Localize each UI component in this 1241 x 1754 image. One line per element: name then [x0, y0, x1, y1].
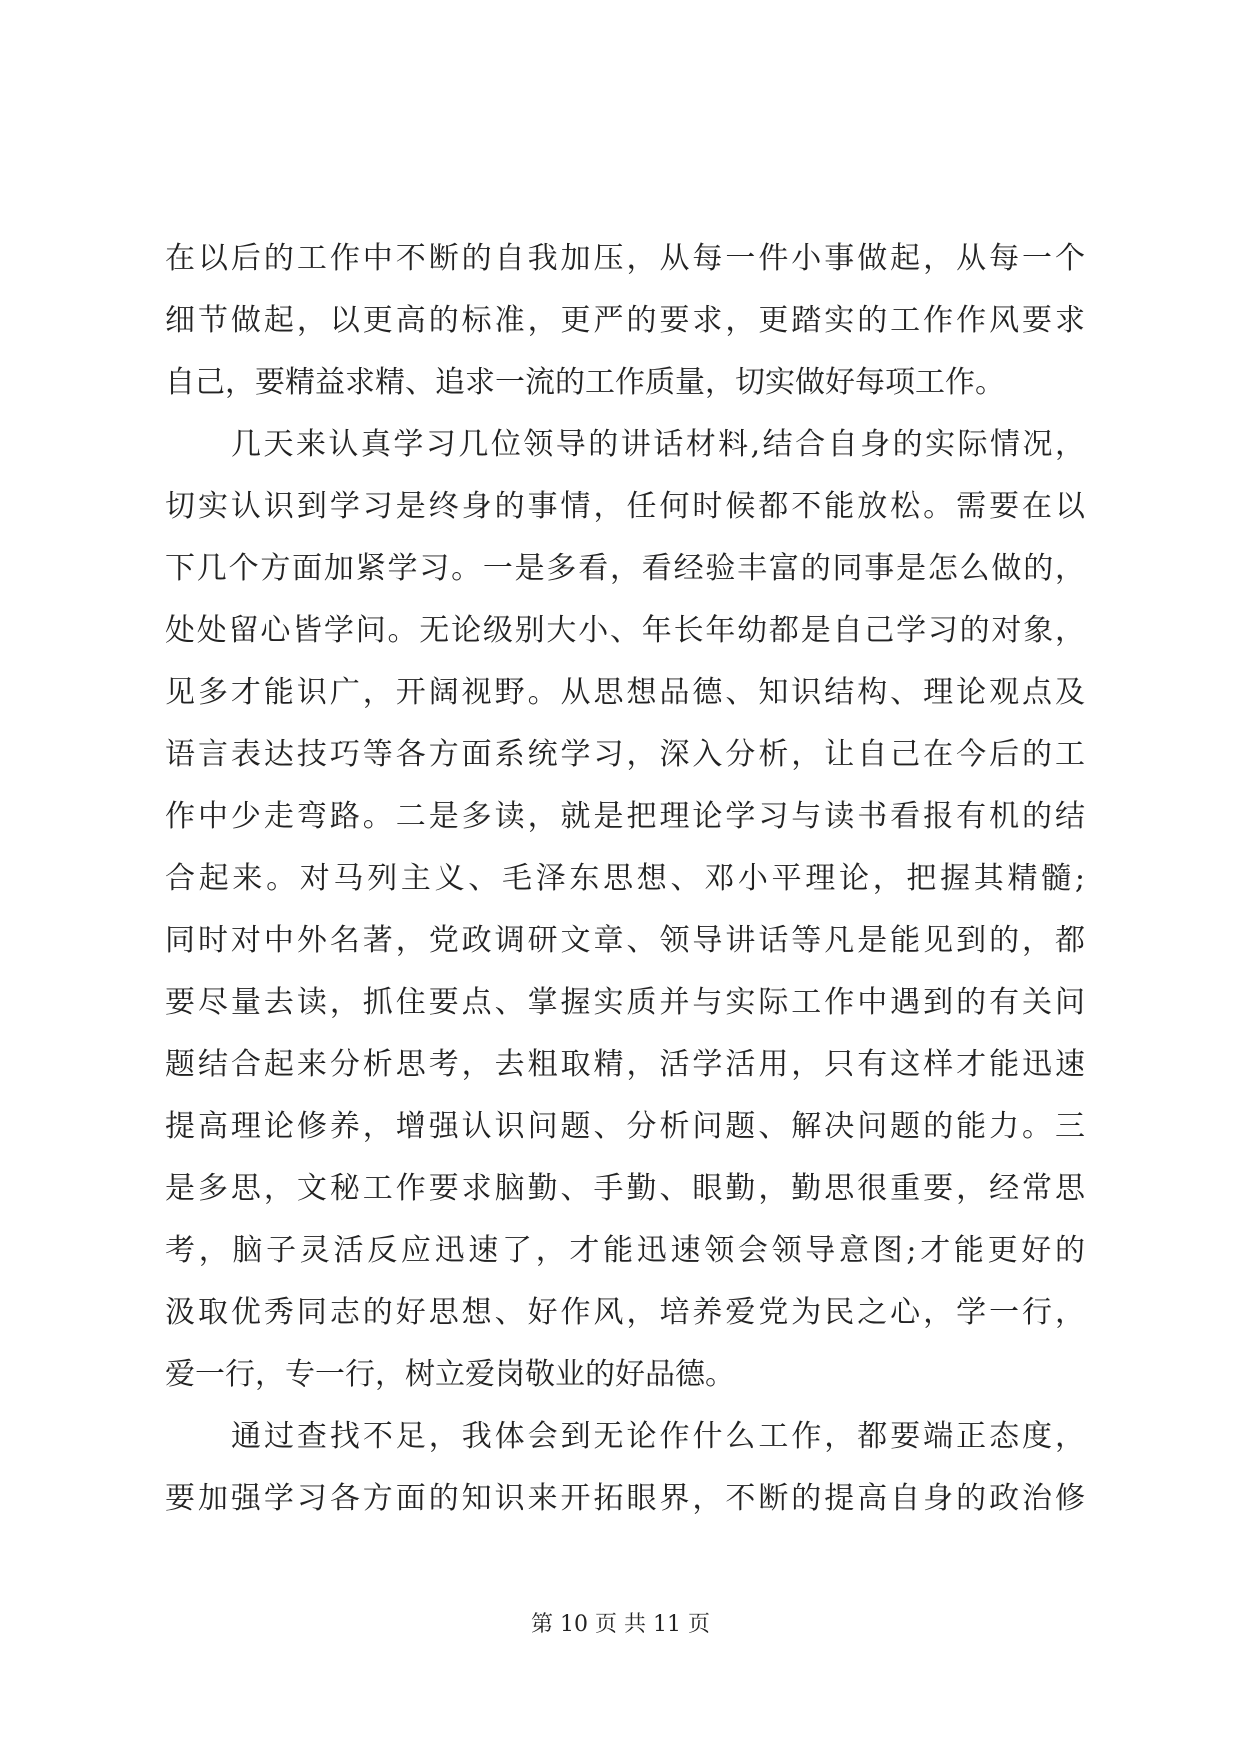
text-line: 作中少走弯路。二是多读，就是把理论学习与读书看报有机的结: [165, 799, 1085, 834]
text-line: 提高理论修养，增强认识问题、分析问题、解决问题的能力。三: [165, 1109, 1085, 1144]
text-line: 合起来。对马列主义、毛泽东思想、邓小平理论，把握其精髓;: [165, 861, 1085, 896]
text-line: 细节做起，以更高的标准，更严的要求，更踏实的工作作风要求: [165, 303, 1085, 338]
text-line: 是多思，文秘工作要求脑勤、手勤、眼勤，勤思很重要，经常思: [165, 1171, 1085, 1206]
text-line: 考，脑子灵活反应迅速了，才能迅速领会领导意图;才能更好的: [165, 1233, 1085, 1268]
text-line: 通过查找不足，我体会到无论作什么工作，都要端正态度，: [231, 1419, 1085, 1454]
text-line: 爱一行，专一行，树立爱岗敬业的好品德。: [165, 1357, 735, 1392]
text-line: 语言表达技巧等各方面系统学习，深入分析，让自己在今后的工: [165, 737, 1085, 772]
text-line: 题结合起来分析思考，去粗取精，活学活用，只有这样才能迅速: [165, 1047, 1085, 1082]
text-line: 汲取优秀同志的好思想、好作风，培养爱党为民之心，学一行，: [165, 1295, 1085, 1330]
text-line: 要加强学习各方面的知识来开拓眼界，不断的提高自身的政治修: [165, 1481, 1085, 1516]
text-line: 在以后的工作中不断的自我加压，从每一件小事做起，从每一个: [165, 241, 1085, 276]
text-line: 要尽量去读，抓住要点、掌握实质并与实际工作中遇到的有关问: [165, 985, 1085, 1020]
text-line: 切实认识到学习是终身的事情，任何时候都不能放松。需要在以: [165, 489, 1085, 524]
text-line: 处处留心皆学问。无论级别大小、年长年幼都是自己学习的对象，: [165, 613, 1085, 648]
text-line: 同时对中外名著，党政调研文章、领导讲话等凡是能见到的，都: [165, 923, 1085, 958]
text-line: 自己，要精益求精、追求一流的工作质量，切实做好每项工作。: [165, 365, 1005, 400]
text-line: 见多才能识广，开阔视野。从思想品德、知识结构、理论观点及: [165, 675, 1085, 710]
body-text: [165, 228, 1085, 1530]
page-number-footer: 第 10 页 共 11 页: [531, 1612, 710, 1637]
text-line: 几天来认真学习几位领导的讲话材料,结合自身的实际情况，: [231, 427, 1085, 462]
text-line: 下几个方面加紧学习。一是多看，看经验丰富的同事是怎么做的，: [165, 551, 1085, 586]
